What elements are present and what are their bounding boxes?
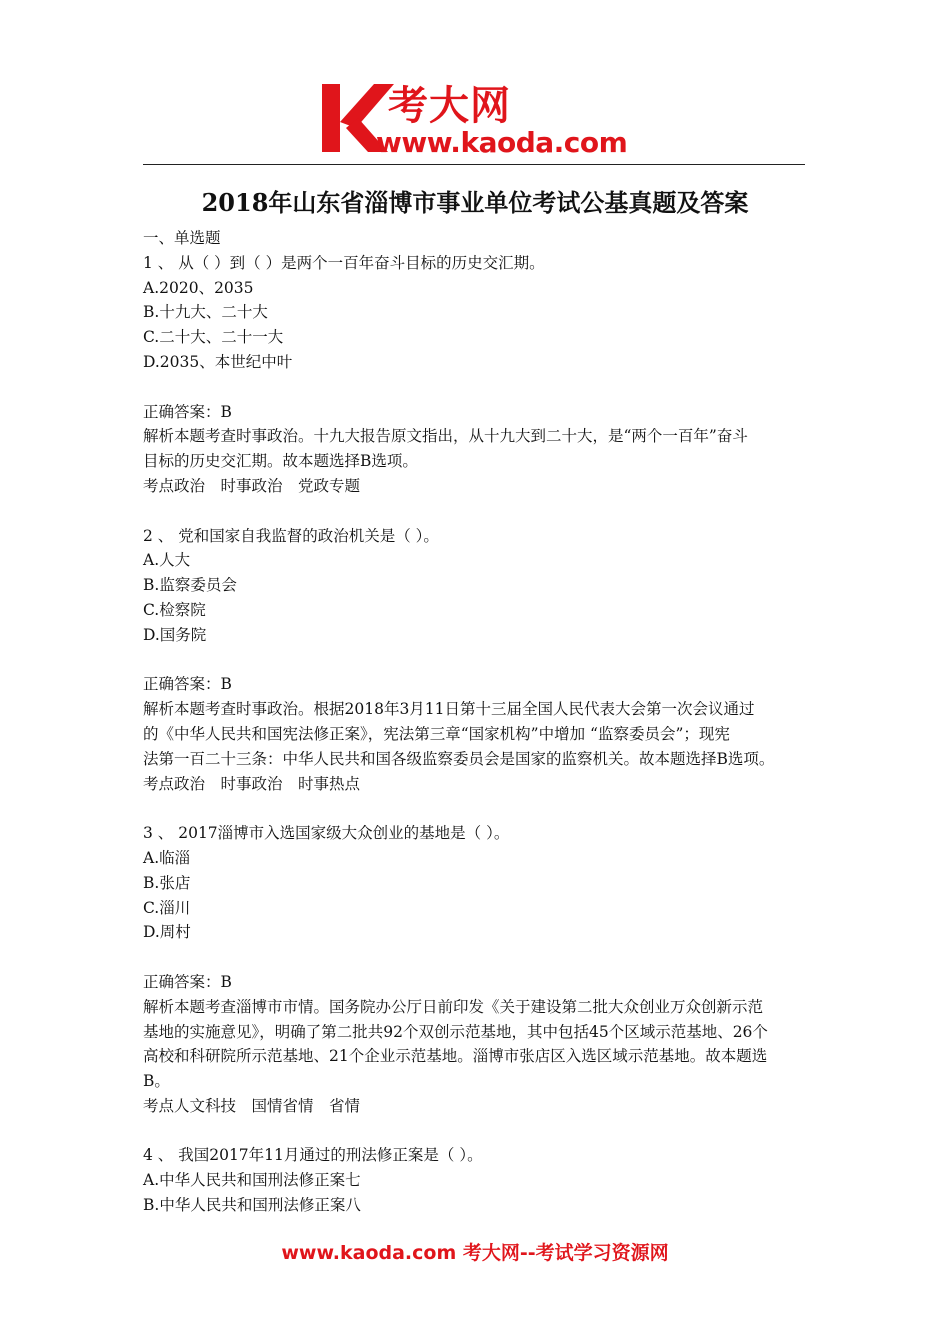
option: A.中华人民共和国刑法修正案七: [143, 1171, 361, 1190]
analysis-line: 解析本题考查时事政治。十九大报告原文指出，从十九大到二十大，是“两个一百年”奋斗: [143, 427, 748, 446]
footer-link[interactable]: www.kaoda.com 考大网--考试学习资源网: [281, 1242, 669, 1264]
analysis-line: 的《中华人民共和国宪法修正案》，宪法第三章“国家机构”中增加 “监察委员会”；现宪: [143, 724, 730, 743]
option: A.临淄: [143, 848, 191, 867]
correct-answer: 正确答案：B: [143, 972, 232, 991]
option: B.十九大、二十大: [143, 303, 268, 322]
question-stem: 3 、 2017淄博市入选国家级大众创业的基地是（ ）。: [143, 824, 510, 843]
logo-text: 考大网: [388, 83, 511, 129]
option: D.2035、本世纪中叶: [143, 352, 293, 371]
option: B.张店: [143, 873, 191, 892]
analysis-line: 目标的历史交汇期。故本题选择B选项。: [143, 452, 418, 471]
analysis-line: 解析本题考查时事政治。根据2018年3月11日第十三届全国人民代表大会第一次会议通过: [143, 700, 755, 719]
option: A.人大: [143, 551, 191, 570]
option: C.二十大、二十一大: [143, 328, 284, 347]
question-stem: 4 、 我国2017年11月通过的刑法修正案是（ ）。: [143, 1146, 483, 1165]
option: C.检察院: [143, 600, 206, 619]
topic-tags: 考点政治 时事政治 时事热点: [143, 774, 361, 793]
topic-tags: 考点人文科技 国情省情 省情: [143, 1096, 361, 1115]
question-stem: 1 、 从（ ）到（ ）是两个一百年奋斗目标的历史交汇期。: [143, 253, 545, 272]
document-body: [143, 226, 823, 1218]
analysis-line: 解析本题考查淄博市市情。国务院办公厅日前印发《关于建设第二批大众创业万众创新示范: [143, 997, 764, 1016]
option: C.淄川: [143, 898, 191, 917]
option: B.中华人民共和国刑法修正案八: [143, 1196, 361, 1215]
header-divider: [143, 164, 805, 165]
section-heading: 一、单选题: [143, 229, 221, 247]
question-stem: 2 、 党和国家自我监督的政治机关是（ ）。: [143, 526, 439, 545]
option: A.2020、2035: [143, 278, 254, 297]
option: D.周村: [143, 923, 191, 942]
analysis-line: 高校和科研院所示范基地、21个企业示范基地。淄博市张店区入选区域示范基地。故本题选: [143, 1047, 768, 1066]
kaoda-logo[interactable]: [318, 78, 638, 160]
correct-answer: 正确答案：B: [143, 402, 232, 421]
logo-url: www.kaoda.com: [376, 126, 628, 159]
analysis-line: 法第一百二十三条：中华人民共和国各级监察委员会是国家的监察机关。故本题选择B选项。: [143, 749, 775, 768]
document-title: 2018年山东省淄博市事业单位考试公基真题及答案: [201, 188, 749, 217]
topic-tags: 考点政治 时事政治 党政专题: [143, 476, 361, 495]
correct-answer: 正确答案：B: [143, 675, 232, 694]
analysis-line: 基地的实施意见》，明确了第二批共92个双创示范基地，其中包括45个区域示范基地、26个: [143, 1022, 768, 1041]
analysis-line: B。: [143, 1072, 170, 1091]
option: D.国务院: [143, 625, 207, 644]
option: B.监察委员会: [143, 576, 237, 595]
